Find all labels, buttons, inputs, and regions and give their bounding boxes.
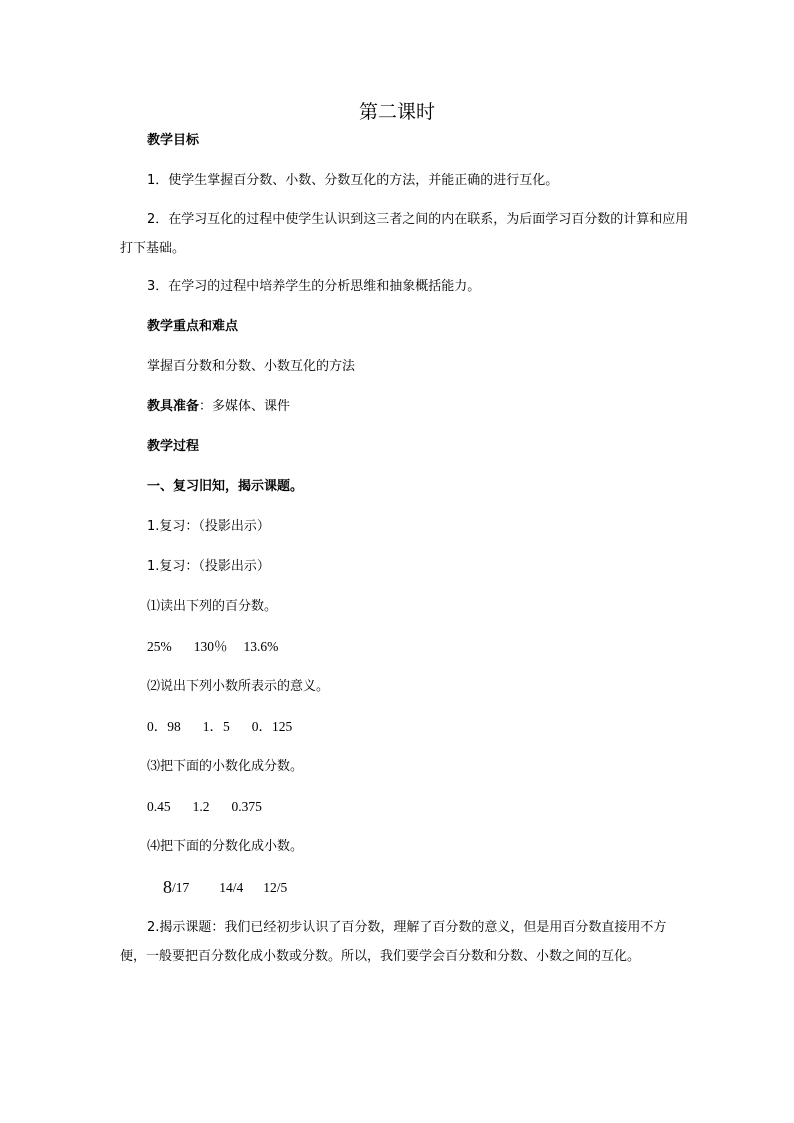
question-1: ⑴读出下列的百分数。 [147,599,278,614]
materials-label: 教具准备 [147,399,200,414]
fraction-value-2: 14/4 [219,880,244,895]
materials-line [147,397,290,417]
key-points-text: 掌握百分数和分数、小数互化的方法 [147,359,356,374]
section1-heading: 一、复习旧知，揭示课题。 [147,479,304,494]
decimal-value-2: 1．5 [202,719,230,734]
question-1-values [147,637,278,657]
review-line-2: 1.复习：（投影出示） [147,559,270,574]
decimal-value-1: 0．98 [147,719,181,734]
question-2-values [147,717,292,737]
percent-value-2: 130％ [193,639,228,654]
objective-2: 2．在学习互化的过程中使学生认识到这三者之间的内在联系，为后面学习百分数的计算和应用打下基础。 [120,212,689,256]
materials-value: ：多媒体、课件 [199,399,291,414]
key-points-heading: 教学重点和难点 [147,319,239,334]
decimal-to-fraction-2: 1.2 [192,799,210,814]
objective-3: 3．在学习的过程中培养学生的分析思维和抽象概括能力。 [147,279,481,294]
objective-1: 1．使学生掌握百分数、小数、分数互化的方法，并能正确的进行互化。 [147,173,559,188]
decimal-value-3: 0．125 [251,719,293,734]
question-3-values [147,797,262,817]
objectives-heading: 教学目标 [147,133,200,148]
decimal-to-fraction-3: 0.375 [231,799,262,814]
reveal-topic-paragraph: 2.揭示课题：我们已经初步认识了百分数，理解了百分数的意义，但是用百分数直接用不方便，一般要把百分数化成小数或分数。所以，我们要学会百分数和分数、小数之间的互化。 [120,920,667,964]
fraction-1-numerator: 8 [163,877,172,897]
question-4-values [163,877,287,898]
fraction-value-3: 12/5 [263,880,288,895]
question-3: ⑶把下面的小数化成分数。 [147,759,304,774]
decimal-to-fraction-1: 0.45 [147,799,171,814]
percent-value-3: 13.6% [243,639,279,654]
page-title: 第二课时 [358,101,435,123]
question-2: ⑵说出下列小数所表示的意义。 [147,679,330,694]
review-line-1: 1.复习：（投影出示） [147,519,270,534]
percent-value-1: 25% [147,639,172,654]
process-heading: 教学过程 [147,439,200,454]
question-4: ⑷把下面的分数化成小数。 [147,839,304,854]
fraction-1-denominator: /17 [172,880,190,895]
